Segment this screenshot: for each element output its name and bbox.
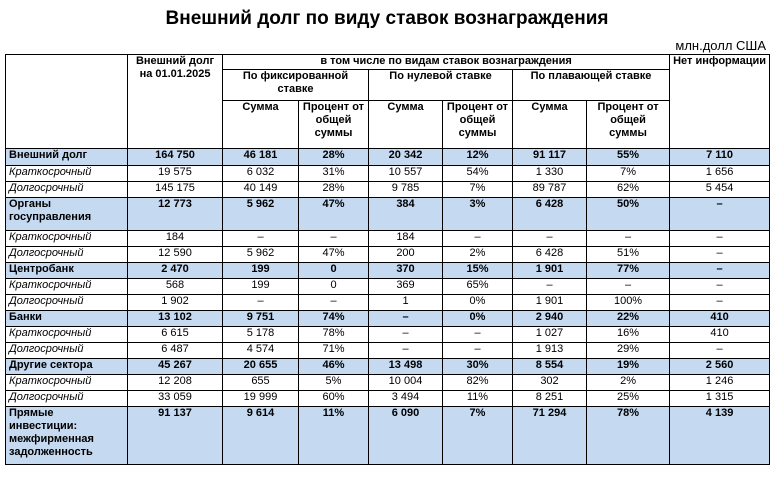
cell-value: 184 (369, 231, 443, 247)
cell-value: 47% (299, 247, 369, 263)
cell-value: 145 175 (128, 182, 223, 198)
header-fixed: По фиксированной ставке (223, 70, 369, 101)
row-label: Краткосрочный (6, 279, 128, 295)
cell-value: – (223, 231, 299, 247)
cell-value: 89 787 (513, 182, 587, 198)
cell-value: 1 (369, 295, 443, 311)
cell-value: – (670, 343, 770, 359)
table-row (6, 198, 770, 231)
cell-value: 6 090 (369, 407, 443, 465)
cell-value: 1 330 (513, 166, 587, 182)
cell-value: 47% (299, 198, 369, 231)
table-row (6, 149, 770, 166)
cell-value: 410 (670, 311, 770, 327)
table-row (6, 407, 770, 465)
header-group: в том числе по видам ставок вознаграждения (223, 55, 670, 70)
cell-value: 410 (670, 327, 770, 343)
row-label: Долгосрочный (6, 247, 128, 263)
cell-value: 19% (587, 359, 670, 375)
cell-value: 62% (587, 182, 670, 198)
cell-value: – (513, 279, 587, 295)
cell-value: 60% (299, 391, 369, 407)
cell-value: 55% (587, 149, 670, 166)
cell-value: 1 315 (670, 391, 770, 407)
header-floating: По плавающей ставке (513, 70, 670, 101)
cell-value: 45 267 (128, 359, 223, 375)
table-row (6, 182, 770, 198)
cell-value: 91 117 (513, 149, 587, 166)
cell-value: 5 962 (223, 198, 299, 231)
cell-value: 22% (587, 311, 670, 327)
cell-value: 71 294 (513, 407, 587, 465)
cell-value: 9 785 (369, 182, 443, 198)
cell-value: – (443, 231, 513, 247)
cell-value: 30% (443, 359, 513, 375)
cell-value: 7% (587, 166, 670, 182)
unit-label: млн.долл США (675, 38, 766, 53)
cell-value: 655 (223, 375, 299, 391)
cell-value: 9 751 (223, 311, 299, 327)
cell-value: 19 575 (128, 166, 223, 182)
row-label: Центробанк (6, 263, 128, 279)
cell-value: 10 004 (369, 375, 443, 391)
cell-value: 6 615 (128, 327, 223, 343)
cell-value: 15% (443, 263, 513, 279)
cell-value: 74% (299, 311, 369, 327)
cell-value: 12 773 (128, 198, 223, 231)
cell-value: 4 139 (670, 407, 770, 465)
debt-table (5, 54, 770, 465)
cell-value: 1 656 (670, 166, 770, 182)
header-sum: Сумма (223, 101, 299, 149)
cell-value: 568 (128, 279, 223, 295)
cell-value: 5 454 (670, 182, 770, 198)
cell-value: – (299, 231, 369, 247)
cell-value: – (443, 343, 513, 359)
cell-value: 369 (369, 279, 443, 295)
cell-value: 2% (587, 375, 670, 391)
cell-value: 199 (223, 263, 299, 279)
cell-value: 5 178 (223, 327, 299, 343)
header-zero: По нулевой ставке (369, 70, 513, 101)
header-pct: Процент от общей суммы (299, 101, 369, 149)
table-row (6, 279, 770, 295)
table-row (6, 311, 770, 327)
cell-value: 46% (299, 359, 369, 375)
cell-value: 7% (443, 182, 513, 198)
cell-value: 20 655 (223, 359, 299, 375)
row-label: Долгосрочный (6, 391, 128, 407)
cell-value: 11% (299, 407, 369, 465)
cell-value: 12 208 (128, 375, 223, 391)
cell-value: 0 (299, 263, 369, 279)
header-noinfo: Нет информации (670, 55, 770, 149)
cell-value: – (670, 263, 770, 279)
cell-value: 8 251 (513, 391, 587, 407)
cell-value: – (443, 327, 513, 343)
cell-value: 2 560 (670, 359, 770, 375)
table-row (6, 375, 770, 391)
cell-value: 370 (369, 263, 443, 279)
cell-value: 40 149 (223, 182, 299, 198)
table-row (6, 231, 770, 247)
cell-value: 1 901 (513, 295, 587, 311)
cell-value: 164 750 (128, 149, 223, 166)
row-label: Краткосрочный (6, 375, 128, 391)
page-title: Внешний долг по виду ставок вознаграждения (165, 8, 609, 29)
row-label: Долгосрочный (6, 295, 128, 311)
cell-value: 2 470 (128, 263, 223, 279)
cell-value: 4 574 (223, 343, 299, 359)
cell-value: – (670, 231, 770, 247)
cell-value: – (670, 295, 770, 311)
cell-value: – (369, 311, 443, 327)
row-label: Прямые инвестиции: межфирменная задолженность (6, 407, 128, 465)
cell-value: 1 913 (513, 343, 587, 359)
cell-value: 3% (443, 198, 513, 231)
table-row (6, 295, 770, 311)
cell-value: 6 428 (513, 198, 587, 231)
row-label: Краткосрочный (6, 166, 128, 182)
cell-value: 16% (587, 327, 670, 343)
cell-value: 0 (299, 279, 369, 295)
cell-value: 1 901 (513, 263, 587, 279)
cell-value: 28% (299, 149, 369, 166)
cell-value: 1 902 (128, 295, 223, 311)
cell-value: 78% (587, 407, 670, 465)
cell-value: 20 342 (369, 149, 443, 166)
table-row (6, 247, 770, 263)
table-row (6, 343, 770, 359)
header-blank (6, 55, 128, 149)
header-sum: Сумма (513, 101, 587, 149)
cell-value: 71% (299, 343, 369, 359)
cell-value: 77% (587, 263, 670, 279)
cell-value: 3 494 (369, 391, 443, 407)
row-label: Краткосрочный (6, 327, 128, 343)
header-sum: Сумма (369, 101, 443, 149)
cell-value: – (670, 198, 770, 231)
cell-value: 1 027 (513, 327, 587, 343)
row-label: Долгосрочный (6, 182, 128, 198)
cell-value: 5 962 (223, 247, 299, 263)
row-label: Внешний долг (6, 149, 128, 166)
cell-value: 13 102 (128, 311, 223, 327)
cell-value: 12% (443, 149, 513, 166)
header-pct: Процент от общей суммы (587, 101, 670, 149)
cell-value: 5% (299, 375, 369, 391)
row-label: Другие сектора (6, 359, 128, 375)
cell-value: 302 (513, 375, 587, 391)
cell-value: 6 428 (513, 247, 587, 263)
row-label: Краткосрочный (6, 231, 128, 247)
cell-value: 65% (443, 279, 513, 295)
cell-value: 46 181 (223, 149, 299, 166)
cell-value: 199 (223, 279, 299, 295)
table-row (6, 359, 770, 375)
cell-value: 10 557 (369, 166, 443, 182)
cell-value: 184 (128, 231, 223, 247)
cell-value: 78% (299, 327, 369, 343)
cell-value: 82% (443, 375, 513, 391)
cell-value: 0% (443, 311, 513, 327)
cell-value: – (369, 343, 443, 359)
cell-value: 100% (587, 295, 670, 311)
cell-value: 1 246 (670, 375, 770, 391)
cell-value: 9 614 (223, 407, 299, 465)
cell-value: 2 940 (513, 311, 587, 327)
cell-value: 2% (443, 247, 513, 263)
cell-value: 12 590 (128, 247, 223, 263)
table-row (6, 263, 770, 279)
cell-value: 7 110 (670, 149, 770, 166)
cell-value: – (587, 231, 670, 247)
cell-value: 33 059 (128, 391, 223, 407)
row-label: Долгосрочный (6, 343, 128, 359)
cell-value: – (369, 327, 443, 343)
cell-value: – (587, 279, 670, 295)
cell-value: 7% (443, 407, 513, 465)
cell-value: 200 (369, 247, 443, 263)
cell-value: 28% (299, 182, 369, 198)
cell-value: 6 487 (128, 343, 223, 359)
table-row (6, 166, 770, 182)
row-label: Органы госуправления (6, 198, 128, 231)
cell-value: 29% (587, 343, 670, 359)
table-row (6, 327, 770, 343)
cell-value: – (223, 295, 299, 311)
cell-value: 6 032 (223, 166, 299, 182)
cell-value: 91 137 (128, 407, 223, 465)
cell-value: 50% (587, 198, 670, 231)
cell-value: 54% (443, 166, 513, 182)
cell-value: 25% (587, 391, 670, 407)
cell-value: 13 498 (369, 359, 443, 375)
cell-value: – (670, 279, 770, 295)
cell-value: – (513, 231, 587, 247)
cell-value: 8 554 (513, 359, 587, 375)
cell-value: 51% (587, 247, 670, 263)
cell-value: 11% (443, 391, 513, 407)
cell-value: 0% (443, 295, 513, 311)
row-label: Банки (6, 311, 128, 327)
cell-value: 384 (369, 198, 443, 231)
header-pct: Процент от общей суммы (443, 101, 513, 149)
cell-value: – (670, 247, 770, 263)
table-row (6, 391, 770, 407)
header-debt: Внешний долг на 01.01.2025 (128, 55, 223, 149)
cell-value: – (299, 295, 369, 311)
cell-value: 19 999 (223, 391, 299, 407)
cell-value: 31% (299, 166, 369, 182)
